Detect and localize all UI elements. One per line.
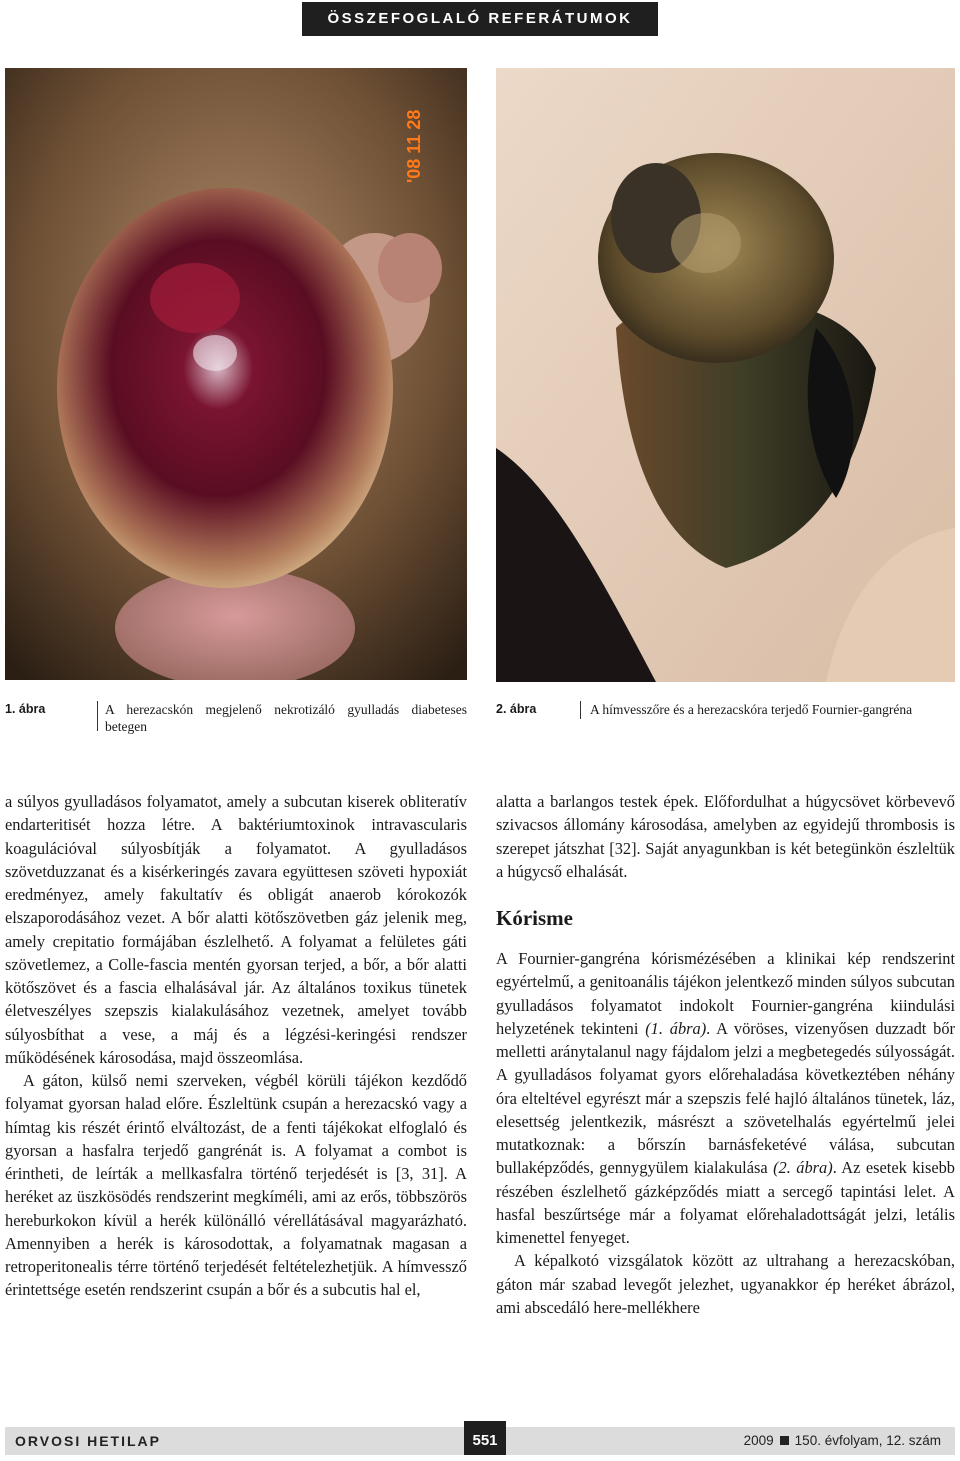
page-number: 551 bbox=[464, 1421, 506, 1455]
text-run: . A vöröses, vizenyősen duzzadt bőr melletti aránytalanul nagy fájdalom jelzi a megbetegedés súlyosságát. A gyulladásos folyamat gyors előrehaladása következtében néhány óra elteltével egyrészt már a szepszis felé hajló általános tünetek, láz, elesettség jelentkezik, másrészt a szövetelhalás egyértelmű jelei mutatkoznak: a bőrszín barnásfeketévé válása, subcutan bullaképződés, gennygyülem kialakulása bbox=[496, 1018, 955, 1178]
figure-1-caption bbox=[5, 701, 467, 737]
journal-name: ORVOSI HETILAP bbox=[15, 1433, 161, 1449]
figure-1-caption-text: A herezacskón megjelenő nekrotizáló gyulladás diabeteses betegen bbox=[105, 702, 467, 734]
issue-info bbox=[744, 1427, 941, 1455]
figure-1-photo bbox=[5, 68, 467, 680]
text-run: . Az esetek kisebb részében észlelhető gázképződés miatt a sercegő tapintási lelet. A hasfal beszűrtsége már a folyamat előrehaladottságát jelzi, letális kimenettel fenyeget. bbox=[496, 1158, 956, 1247]
paragraph: A képalkotó vizsgálatok között az ultrahang a herezacskóban, gáton már szabad levegőt jelezhet, ugyanakkor ép heréket ábrázol, ami abscedáló here-mellékhere bbox=[496, 1251, 955, 1317]
section-heading: Kórisme bbox=[496, 906, 573, 930]
figure-2-photo bbox=[496, 68, 955, 682]
square-bullet-icon bbox=[780, 1436, 789, 1445]
figure-2-number: 2. ábra bbox=[496, 702, 537, 716]
caption-divider bbox=[580, 701, 581, 719]
caption-divider bbox=[97, 701, 98, 731]
figure-reference: (2. ábra) bbox=[773, 1158, 833, 1178]
volume: 150. évfolyam, 12. szám bbox=[794, 1433, 941, 1448]
figure-2-caption bbox=[496, 701, 955, 737]
page-footer bbox=[5, 1427, 955, 1455]
clinical-photo-fournier bbox=[496, 68, 955, 682]
clinical-photo-scrotum bbox=[5, 68, 467, 680]
left-text-column bbox=[5, 790, 467, 1302]
year: 2009 bbox=[743, 1433, 774, 1448]
right-text-column bbox=[496, 790, 955, 1319]
paragraph: alatta a barlangos testek épek. Előfordulhat a húgycsövet körbevevő szivacsos állomány károsodása, amelyben az egyidejű thrombosis is szerepet játszhat [32]. Saját anyagunkban is két betegünkön észleltük a húgycső elhalását. bbox=[496, 792, 955, 881]
paragraph: a súlyos gyulladásos folyamatot, amely a subcutan kiserek obliteratív endarteritisét hozza létre. A baktériumtoxinok intravascularis koagulációval súlyosbítják a folyamatot. A gyulladásos szövetduzzanat és a kisérkeringés zavara együttesen szöveti hypoxiát eredményez, amely fakultatív és obligát anaerob kórokozók elszaporodásához vezet. A bőr alatti kötőszövetben gáz jelenik meg, amely crepitatio formájában észlelhető. A folyamat a felületes gáti szövetlemez, a Colle-fascia mentén gyorsan terjed, a bőr, a bőr alatti kötőszövet és a fascia elhalásával jár. Az általános toxikus tünetek életveszélyes szepszis kialakulásához vezetnek, amelyet tovább súlyosbíthat a vese, a máj és a légzési-keringési rendszer működésének károsodása, majd összeomlása. bbox=[5, 792, 467, 1067]
figure-reference: (1. ábra) bbox=[645, 1018, 707, 1038]
figure-2-caption-text: A hímvesszőre és a herezacskóra terjedő Fournier-gangréna bbox=[590, 702, 913, 717]
text-run: A Fournier-gangréna kórismézésében a klinikai kép rendszerint egyértelmű, a genitoanális tájékon jelentkező minden súlyos subcutan gyulladásos folyamatot indokolt Fournier-gangréna kiindulási helyzetének tekinteni bbox=[496, 949, 955, 1038]
paragraph: A gáton, külső nemi szerveken, végbél körüli tájékon kezdődő folyamat gyorsan halad előre. Észleltünk csupán a herezacskó vagy a hímtag kis részét érintő elváltozást, de a fenti tájékokat elfoglaló és gyorsan a hasfalra terjedő gangrénát is. A folyamat a combot is érintheti, de leírták a mellkasfalra történő terjedését is [3, 31]. A heréket az üszkösödés rendszerint megkíméli, ami az erős, többszörös hereburkokon kívül a herék különálló vérellátásával magyarázható. Amennyiben a herék is károsodottak, a folyamatnak magasan a retroperitonealis térre történő terjedését feltételezhetjük. A hímvessző érintettsége esetén rendszerint csupán a bőr és a subcutis hal el, bbox=[5, 1071, 467, 1300]
section-header: ÖSSZEFOGLALÓ REFERÁTUMOK bbox=[302, 2, 658, 36]
figure-1-number: 1. ábra bbox=[5, 702, 46, 716]
paragraph bbox=[496, 947, 955, 1249]
photo-date-stamp: '08 11 28 bbox=[404, 109, 424, 183]
